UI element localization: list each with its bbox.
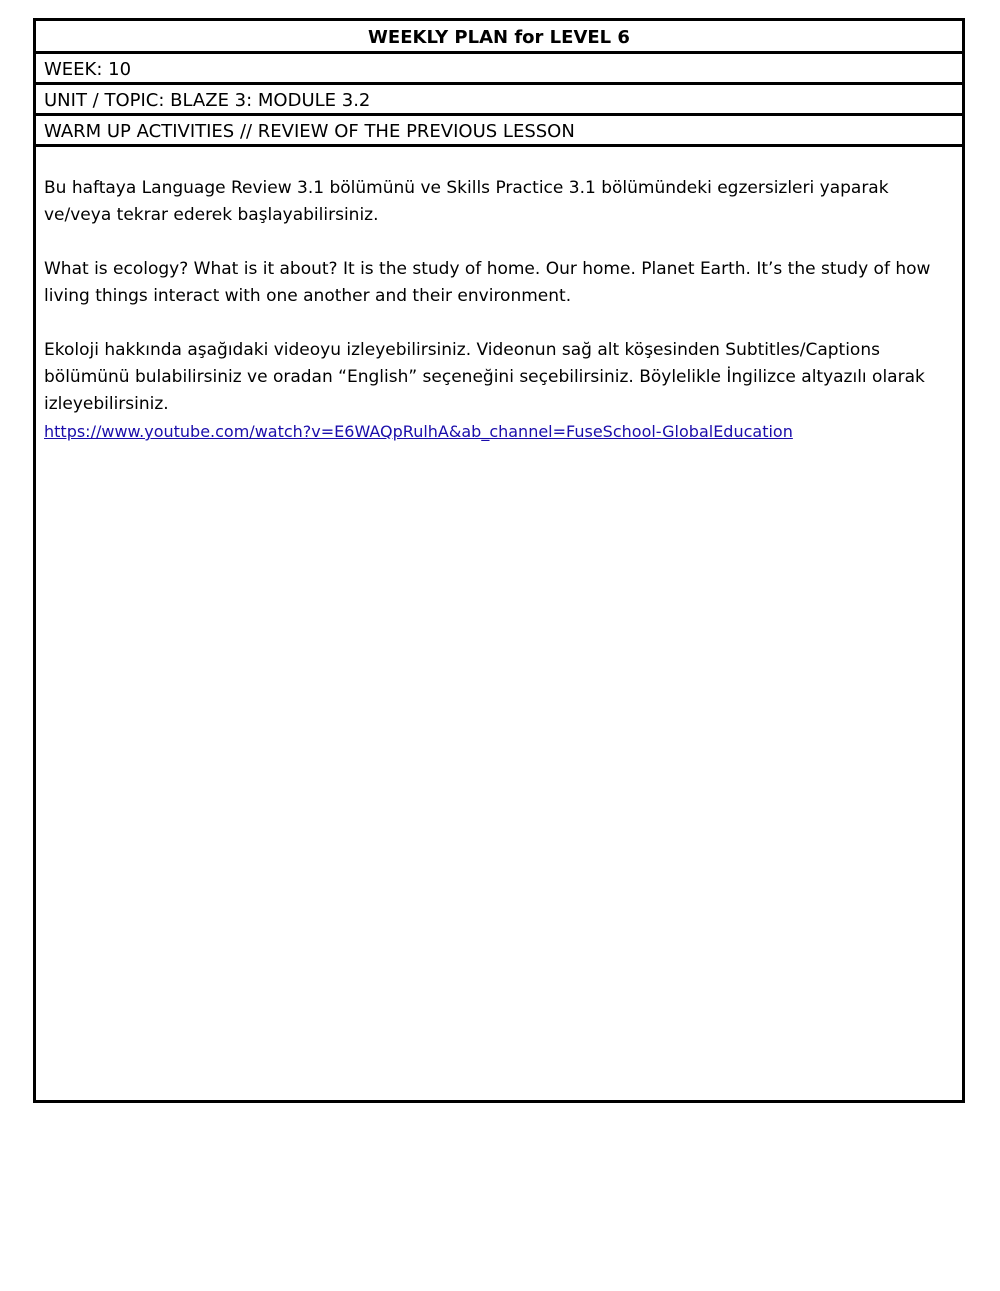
plan-title: WEEKLY PLAN for LEVEL 6 <box>36 21 962 54</box>
paragraph-ecology-intro: What is ecology? What is it about? It is the study of home. Our home. Planet Earth. It’s the study of how living things interact with one another and their environment. <box>44 259 931 306</box>
weekly-plan-table <box>33 18 965 1103</box>
paragraph-video-instructions: Ekoloji hakkında aşağıdaki videoyu izleyebilirsiniz. Videonun sağ alt köşesinden Subtitles/Captions bölümünü bulabilirsiniz ve oradan “English” seçeneğini seçebilirsiniz. Böylelikle İngilizce altyazılı olarak izleyebilirsiniz. <box>44 340 925 414</box>
unit-topic-row: UNIT / TOPIC: BLAZE 3: MODULE 3.2 <box>36 85 962 116</box>
week-row: WEEK: 10 <box>36 54 962 85</box>
video-link[interactable]: https://www.youtube.com/watch?v=E6WAQpRulhA&ab_channel=FuseSchool-GlobalEducation <box>44 422 793 441</box>
plan-content <box>44 175 948 445</box>
paragraph-review-instructions: Bu haftaya Language Review 3.1 bölümünü ve Skills Practice 3.1 bölümündeki egzersizleri yaparak ve/veya tekrar ederek başlayabilirsiniz. <box>44 178 889 225</box>
warm-up-row: WARM UP ACTIVITIES // REVIEW OF THE PREVIOUS LESSON <box>36 116 962 147</box>
